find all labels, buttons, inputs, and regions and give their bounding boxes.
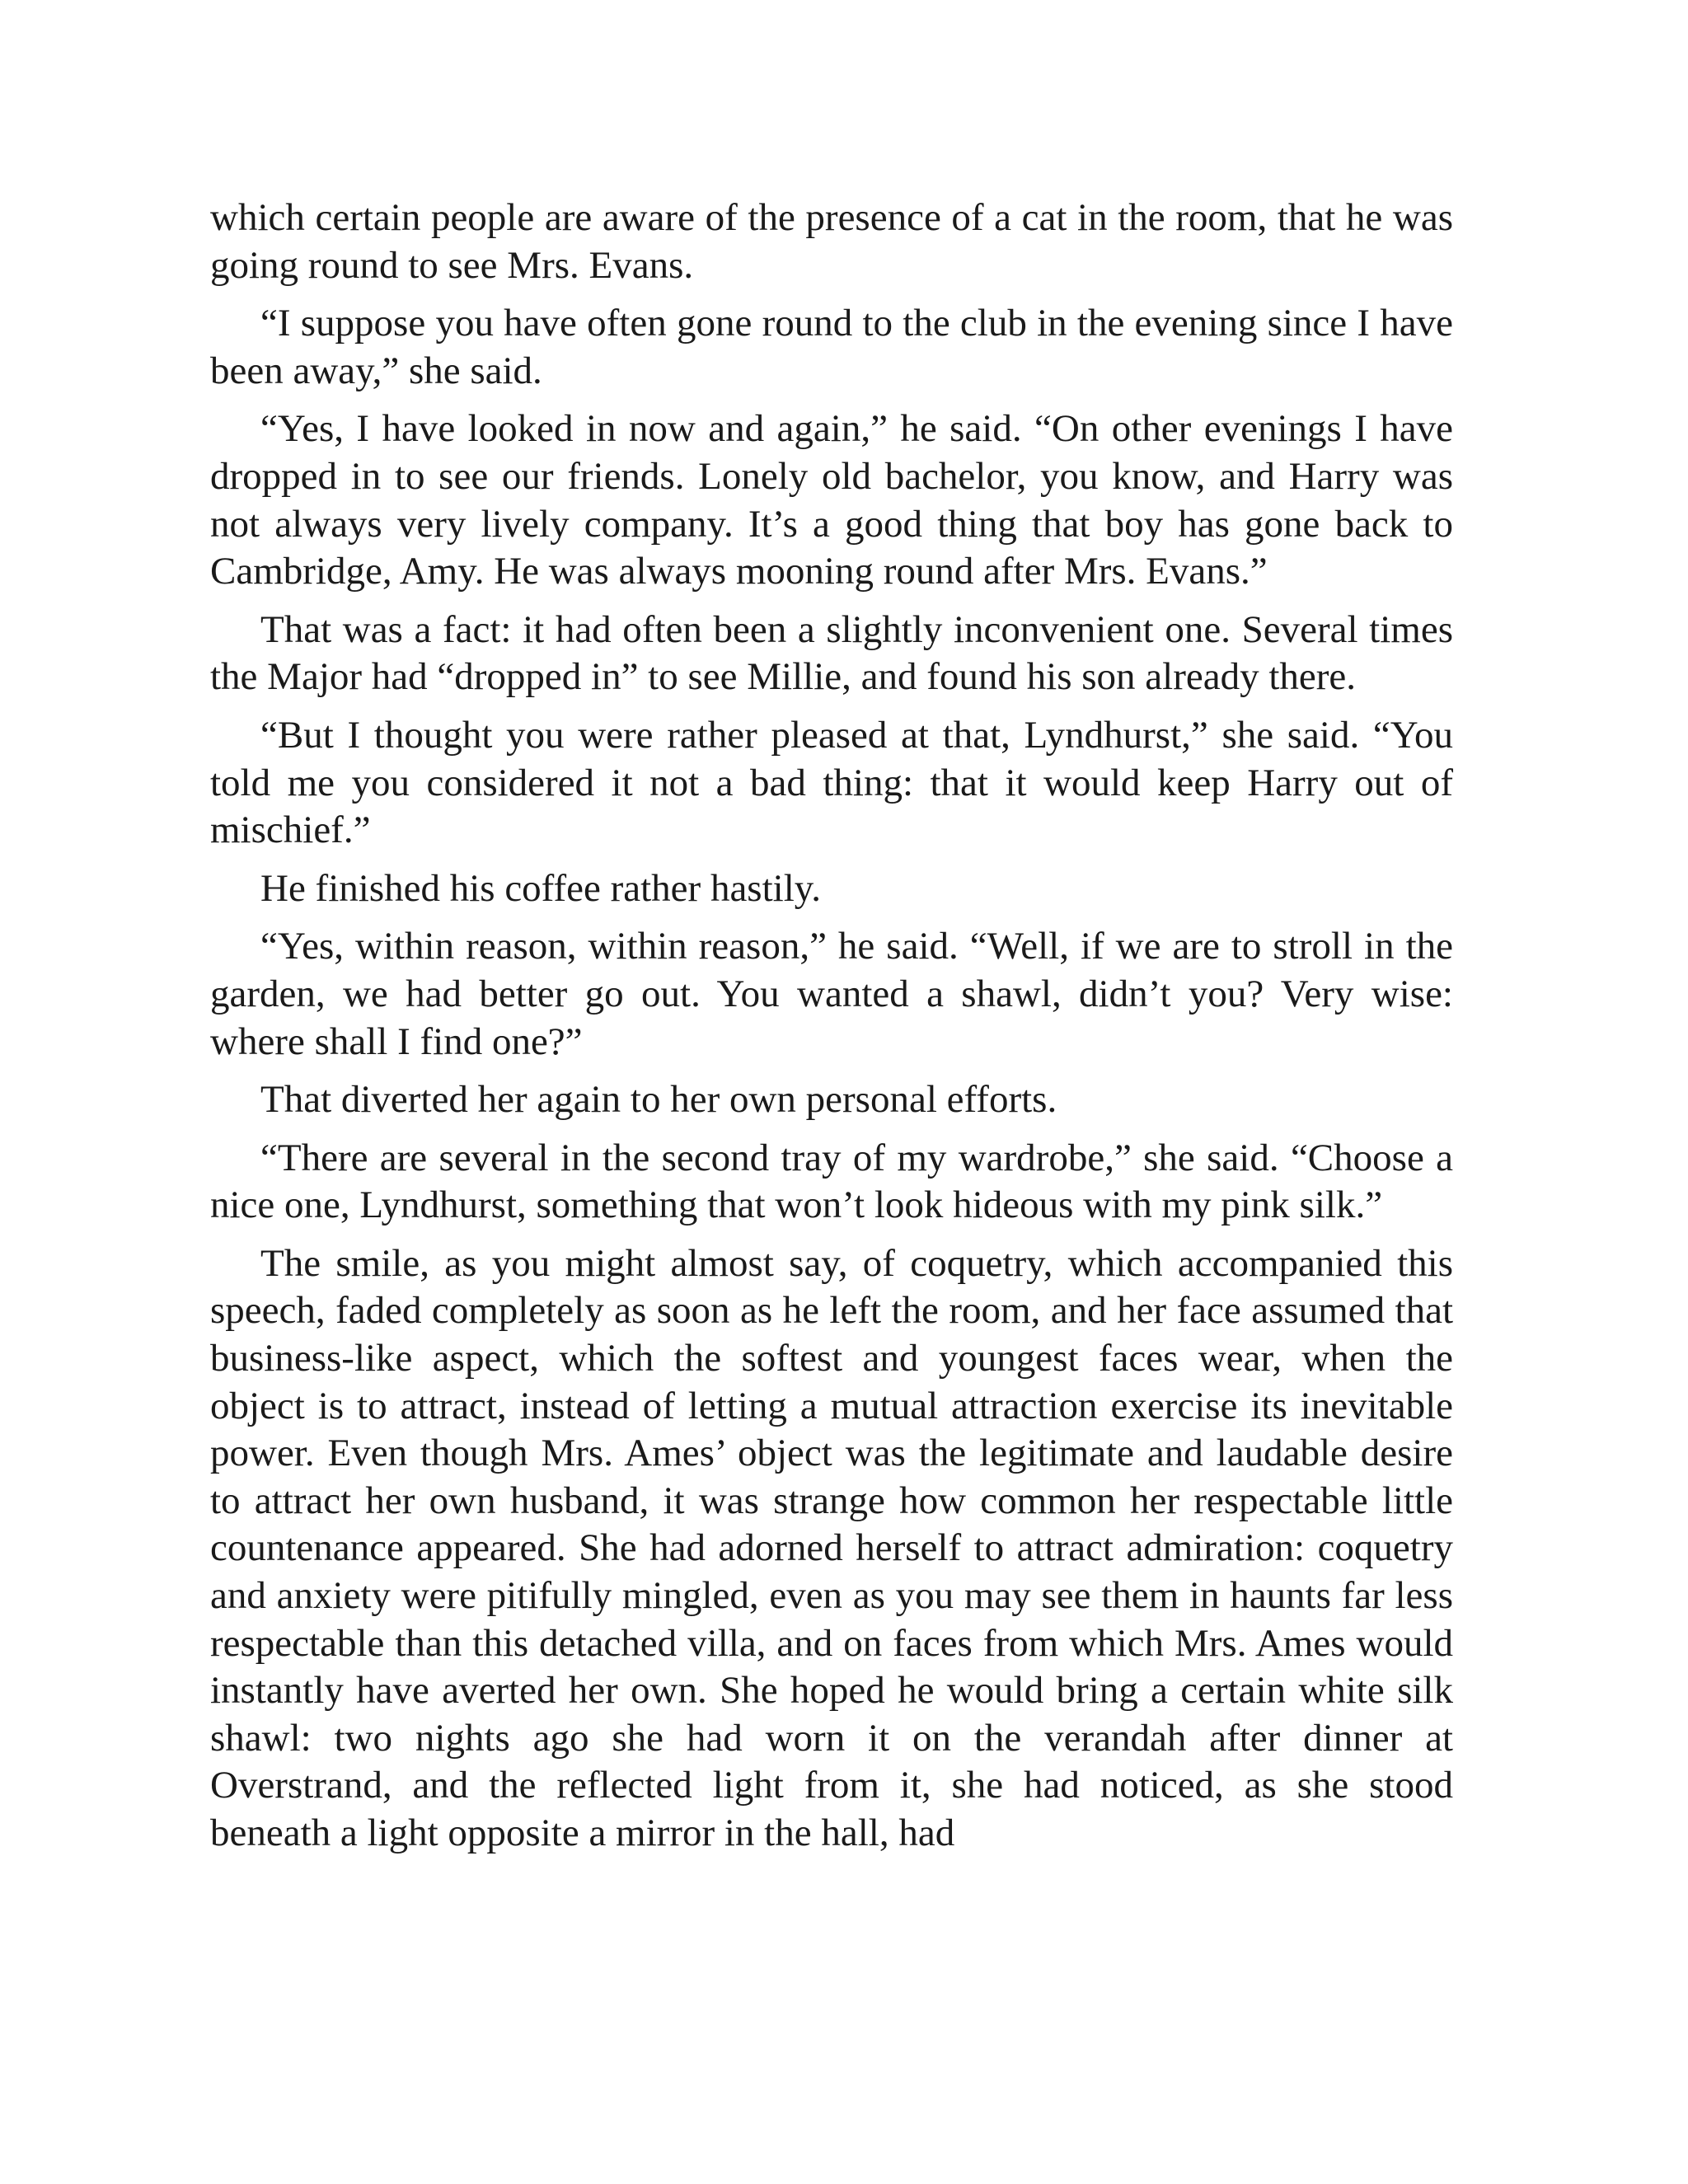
paragraph-coffee: He finished his coffee rather hastily. bbox=[260, 866, 821, 910]
paragraph-pleased: “But I thought you were rather pleased at that, Lyndhurst,” she said. “You told me you considered it not a bad thing: that it would keep Harry out of mischief.” bbox=[210, 713, 1453, 852]
paragraph-within-reason: “Yes, within reason, within reason,” he said. “Well, if we are to stroll in the garden, we had better go out. You wanted a shawl, didn’t you? Very wise: where shall I find one?” bbox=[210, 925, 1453, 1063]
paragraph-major-reply: “Yes, I have looked in now and again,” he said. “On other evenings I have dropped in to see our friends. Lonely old bachelor, you know, and Harry was not always very lively company. It’s a good thing that boy has gone back to Cambridge, Amy. He was always mooning round after Mrs. Evans.” bbox=[210, 407, 1453, 593]
page-body bbox=[210, 194, 1453, 1868]
paragraph-diverted: That diverted her again to her own personal efforts. bbox=[260, 1078, 1057, 1122]
paragraph-club-question: “I suppose you have often gone round to the club in the evening since I have been away,” she said. bbox=[210, 302, 1453, 392]
paragraph-fact: That was a fact: it had often been a slightly inconvenient one. Several times the Major had “dropped in” to see Millie, and found his son already there. bbox=[210, 607, 1453, 699]
paragraph-coquetry: The smile, as you might almost say, of coquetry, which accompanied this speech, faded completely as soon as he left the room, and her face assumed that business-like aspect, which the softest and youngest faces wear, when the object is to attract, instead of letting a mutual attraction exercise its inevitable power. Even though Mrs. Ames’ object was the legitimate and laudable desire to attract her own husband, it was strange how common her respectable little countenance appeared. She had adorned herself to attract admiration: coquetry and anxiety were pitifully mingled, even as you may see them in haunts far less respectable than this detached villa, and on faces from which Mrs. Ames would instantly have averted her own. She hoped he would bring a certain white silk shawl: two nights ago she had worn it on the verandah after dinner at Overstrand, and the reflected light from it, she had noticed, as she stood beneath a light opposite a mirror in the hall, had bbox=[210, 1241, 1453, 1854]
paragraph-wardrobe: “There are several in the second tray of my wardrobe,” she said. “Choose a nice one, Lyndhurst, something that won’t look hideous with my pink silk.” bbox=[210, 1136, 1453, 1227]
paragraph-continuation: which certain people are aware of the presence of a cat in the room, that he was going round to see Mrs. Evans. bbox=[210, 196, 1453, 287]
